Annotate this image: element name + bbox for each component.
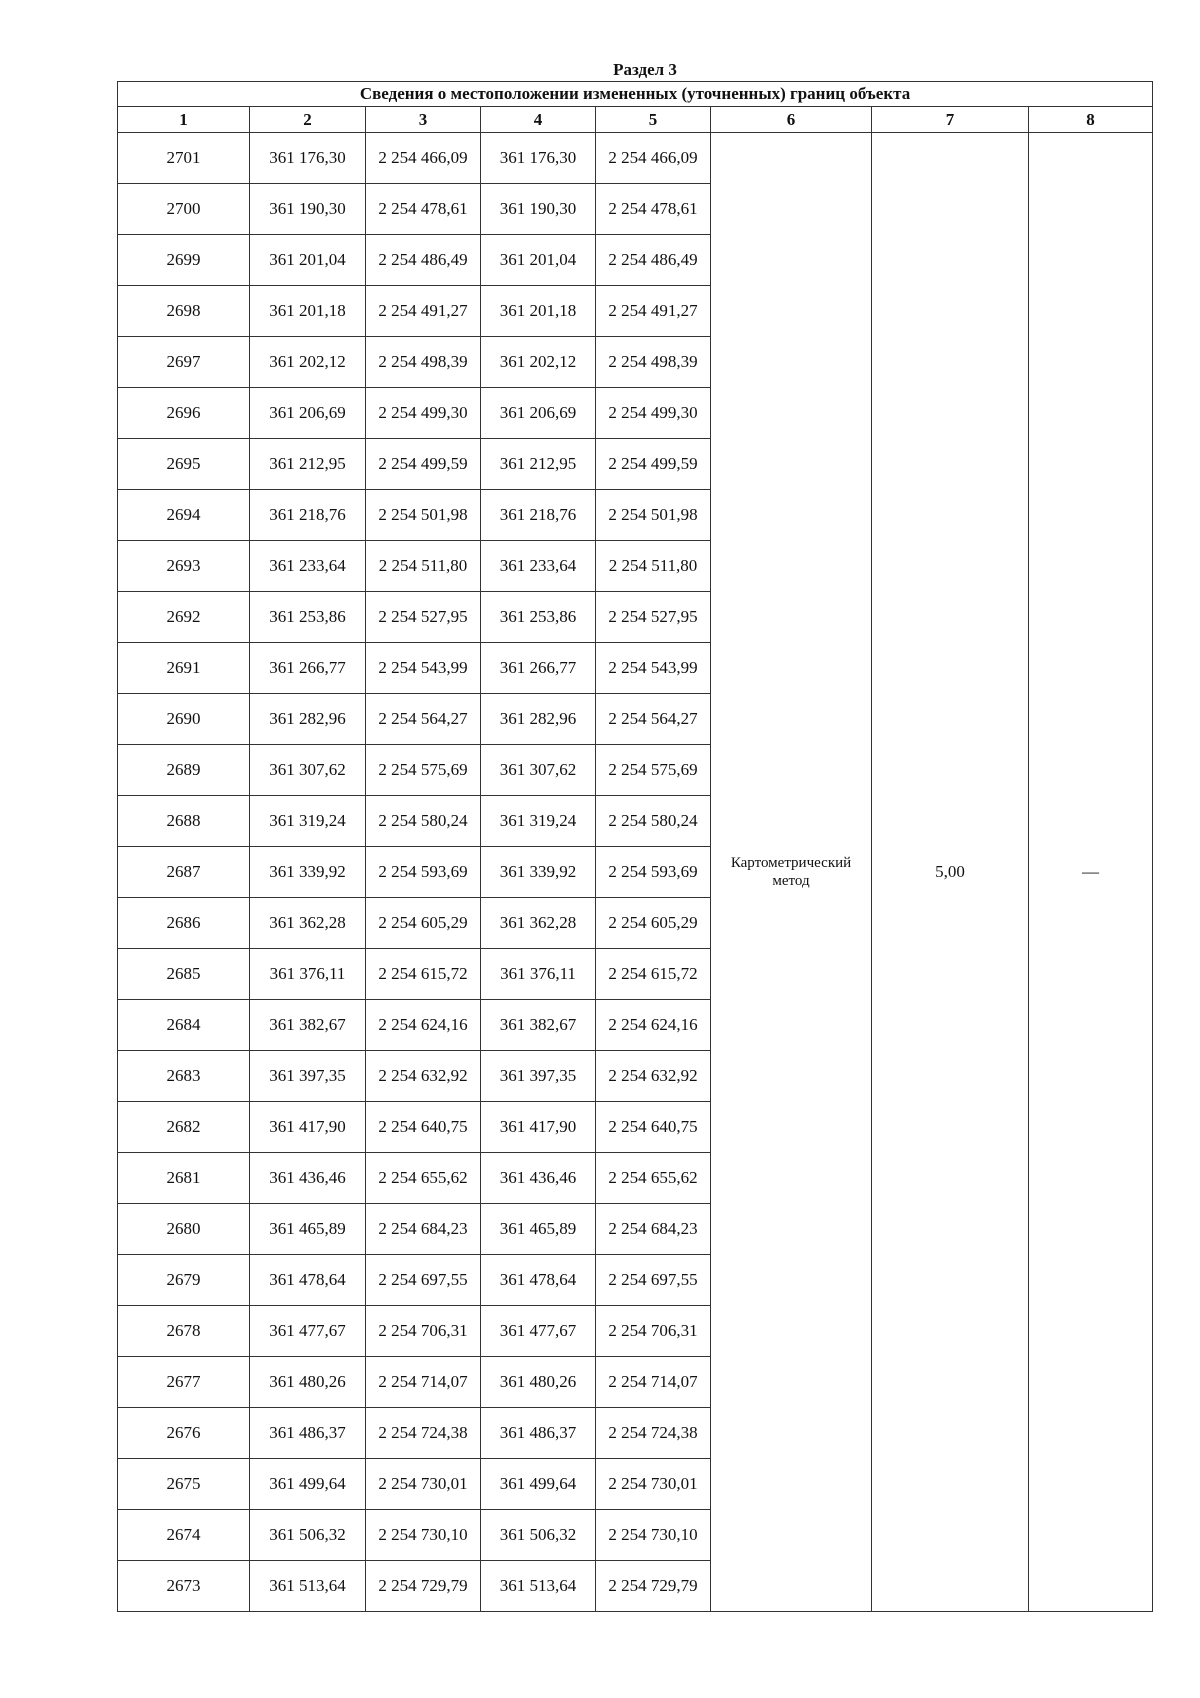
x-refined-cell: 361 233,64	[481, 541, 596, 592]
x-existing-cell: 361 176,30	[250, 133, 366, 184]
y-refined-cell: 2 254 640,75	[596, 1102, 711, 1153]
x-refined-cell: 361 506,32	[481, 1510, 596, 1561]
x-refined-cell: 361 478,64	[481, 1255, 596, 1306]
method-line-2: метод	[772, 873, 810, 889]
y-existing-cell: 2 254 593,69	[366, 847, 481, 898]
x-refined-cell: 361 201,04	[481, 235, 596, 286]
y-existing-cell: 2 254 543,99	[366, 643, 481, 694]
x-refined-cell: 361 202,12	[481, 337, 596, 388]
point-number-cell: 2689	[118, 745, 250, 796]
x-existing-cell: 361 513,64	[250, 1561, 366, 1612]
x-refined-cell: 361 176,30	[481, 133, 596, 184]
x-existing-cell: 361 339,92	[250, 847, 366, 898]
y-refined-cell: 2 254 593,69	[596, 847, 711, 898]
x-refined-cell: 361 190,30	[481, 184, 596, 235]
table-body	[118, 133, 1153, 1612]
y-refined-cell: 2 254 697,55	[596, 1255, 711, 1306]
x-refined-cell: 361 307,62	[481, 745, 596, 796]
point-number-cell: 2685	[118, 949, 250, 1000]
x-existing-cell: 361 233,64	[250, 541, 366, 592]
y-refined-cell: 2 254 543,99	[596, 643, 711, 694]
y-refined-cell: 2 254 491,27	[596, 286, 711, 337]
y-existing-cell: 2 254 580,24	[366, 796, 481, 847]
point-number-cell: 2690	[118, 694, 250, 745]
point-number-cell: 2698	[118, 286, 250, 337]
x-existing-cell: 361 465,89	[250, 1204, 366, 1255]
table-caption: Сведения о местоположении измененных (уточненных) границ объекта	[118, 82, 1153, 107]
boundary-table	[117, 81, 1153, 1612]
point-number-cell: 2680	[118, 1204, 250, 1255]
y-existing-cell: 2 254 466,09	[366, 133, 481, 184]
x-refined-cell: 361 201,18	[481, 286, 596, 337]
y-refined-cell: 2 254 730,01	[596, 1459, 711, 1510]
x-existing-cell: 361 478,64	[250, 1255, 366, 1306]
y-existing-cell: 2 254 499,59	[366, 439, 481, 490]
description-cell: —	[1029, 133, 1153, 1612]
y-existing-cell: 2 254 491,27	[366, 286, 481, 337]
y-refined-cell: 2 254 501,98	[596, 490, 711, 541]
y-refined-cell: 2 254 684,23	[596, 1204, 711, 1255]
x-existing-cell: 361 499,64	[250, 1459, 366, 1510]
x-refined-cell: 361 436,46	[481, 1153, 596, 1204]
accuracy-cell: 5,00	[872, 133, 1029, 1612]
y-refined-cell: 2 254 706,31	[596, 1306, 711, 1357]
x-existing-cell: 361 417,90	[250, 1102, 366, 1153]
x-existing-cell: 361 319,24	[250, 796, 366, 847]
y-refined-cell: 2 254 580,24	[596, 796, 711, 847]
y-refined-cell: 2 254 466,09	[596, 133, 711, 184]
y-refined-cell: 2 254 575,69	[596, 745, 711, 796]
point-number-cell: 2676	[118, 1408, 250, 1459]
y-existing-cell: 2 254 655,62	[366, 1153, 481, 1204]
x-existing-cell: 361 307,62	[250, 745, 366, 796]
x-existing-cell: 361 376,11	[250, 949, 366, 1000]
point-number-cell: 2679	[118, 1255, 250, 1306]
point-number-cell: 2675	[118, 1459, 250, 1510]
y-existing-cell: 2 254 684,23	[366, 1204, 481, 1255]
column-number: 5	[596, 107, 711, 133]
y-refined-cell: 2 254 605,29	[596, 898, 711, 949]
x-refined-cell: 361 339,92	[481, 847, 596, 898]
y-existing-cell: 2 254 697,55	[366, 1255, 481, 1306]
x-existing-cell: 361 253,86	[250, 592, 366, 643]
y-existing-cell: 2 254 499,30	[366, 388, 481, 439]
column-number-row	[118, 107, 1153, 133]
method-line-1: Картометрический	[730, 855, 852, 871]
y-existing-cell: 2 254 624,16	[366, 1000, 481, 1051]
y-refined-cell: 2 254 527,95	[596, 592, 711, 643]
x-refined-cell: 361 477,67	[481, 1306, 596, 1357]
point-number-cell: 2693	[118, 541, 250, 592]
y-existing-cell: 2 254 730,01	[366, 1459, 481, 1510]
x-refined-cell: 361 499,64	[481, 1459, 596, 1510]
y-existing-cell: 2 254 729,79	[366, 1561, 481, 1612]
x-refined-cell: 361 253,86	[481, 592, 596, 643]
x-refined-cell: 361 486,37	[481, 1408, 596, 1459]
y-existing-cell: 2 254 724,38	[366, 1408, 481, 1459]
y-existing-cell: 2 254 730,10	[366, 1510, 481, 1561]
y-refined-cell: 2 254 498,39	[596, 337, 711, 388]
point-number-cell: 2683	[118, 1051, 250, 1102]
column-number: 4	[481, 107, 596, 133]
x-refined-cell: 361 218,76	[481, 490, 596, 541]
x-refined-cell: 361 376,11	[481, 949, 596, 1000]
x-refined-cell: 361 266,77	[481, 643, 596, 694]
column-number: 1	[118, 107, 250, 133]
column-number: 6	[711, 107, 872, 133]
point-number-cell: 2681	[118, 1153, 250, 1204]
y-existing-cell: 2 254 640,75	[366, 1102, 481, 1153]
point-number-cell: 2699	[118, 235, 250, 286]
method-cell	[711, 133, 872, 1612]
y-refined-cell: 2 254 730,10	[596, 1510, 711, 1561]
y-refined-cell: 2 254 724,38	[596, 1408, 711, 1459]
point-number-cell: 2682	[118, 1102, 250, 1153]
x-existing-cell: 361 486,37	[250, 1408, 366, 1459]
x-existing-cell: 361 202,12	[250, 337, 366, 388]
y-refined-cell: 2 254 729,79	[596, 1561, 711, 1612]
point-number-cell: 2684	[118, 1000, 250, 1051]
y-refined-cell: 2 254 486,49	[596, 235, 711, 286]
y-existing-cell: 2 254 575,69	[366, 745, 481, 796]
x-existing-cell: 361 362,28	[250, 898, 366, 949]
y-refined-cell: 2 254 714,07	[596, 1357, 711, 1408]
y-refined-cell: 2 254 615,72	[596, 949, 711, 1000]
point-number-cell: 2696	[118, 388, 250, 439]
x-existing-cell: 361 506,32	[250, 1510, 366, 1561]
x-refined-cell: 361 513,64	[481, 1561, 596, 1612]
y-refined-cell: 2 254 632,92	[596, 1051, 711, 1102]
x-existing-cell: 361 218,76	[250, 490, 366, 541]
point-number-cell: 2695	[118, 439, 250, 490]
point-number-cell: 2673	[118, 1561, 250, 1612]
column-number: 8	[1029, 107, 1153, 133]
point-number-cell: 2686	[118, 898, 250, 949]
y-existing-cell: 2 254 501,98	[366, 490, 481, 541]
point-number-cell: 2688	[118, 796, 250, 847]
column-number: 7	[872, 107, 1029, 133]
column-number: 2	[250, 107, 366, 133]
x-existing-cell: 361 382,67	[250, 1000, 366, 1051]
y-refined-cell: 2 254 655,62	[596, 1153, 711, 1204]
y-existing-cell: 2 254 511,80	[366, 541, 481, 592]
point-number-cell: 2691	[118, 643, 250, 694]
x-refined-cell: 361 212,95	[481, 439, 596, 490]
x-existing-cell: 361 201,18	[250, 286, 366, 337]
y-existing-cell: 2 254 486,49	[366, 235, 481, 286]
x-refined-cell: 361 480,26	[481, 1357, 596, 1408]
x-refined-cell: 361 397,35	[481, 1051, 596, 1102]
x-existing-cell: 361 477,67	[250, 1306, 366, 1357]
y-existing-cell: 2 254 527,95	[366, 592, 481, 643]
y-existing-cell: 2 254 632,92	[366, 1051, 481, 1102]
y-refined-cell: 2 254 624,16	[596, 1000, 711, 1051]
x-existing-cell: 361 206,69	[250, 388, 366, 439]
point-number-cell: 2692	[118, 592, 250, 643]
point-number-cell: 2700	[118, 184, 250, 235]
y-refined-cell: 2 254 511,80	[596, 541, 711, 592]
y-refined-cell: 2 254 499,59	[596, 439, 711, 490]
point-number-cell: 2697	[118, 337, 250, 388]
x-refined-cell: 361 465,89	[481, 1204, 596, 1255]
x-existing-cell: 361 212,95	[250, 439, 366, 490]
x-refined-cell: 361 362,28	[481, 898, 596, 949]
y-existing-cell: 2 254 478,61	[366, 184, 481, 235]
x-existing-cell: 361 436,46	[250, 1153, 366, 1204]
x-existing-cell: 361 266,77	[250, 643, 366, 694]
x-refined-cell: 361 417,90	[481, 1102, 596, 1153]
x-existing-cell: 361 282,96	[250, 694, 366, 745]
y-existing-cell: 2 254 605,29	[366, 898, 481, 949]
y-existing-cell: 2 254 564,27	[366, 694, 481, 745]
x-existing-cell: 361 480,26	[250, 1357, 366, 1408]
point-number-cell: 2678	[118, 1306, 250, 1357]
method-text	[731, 854, 851, 890]
x-refined-cell: 361 282,96	[481, 694, 596, 745]
x-existing-cell: 361 397,35	[250, 1051, 366, 1102]
y-existing-cell: 2 254 706,31	[366, 1306, 481, 1357]
y-refined-cell: 2 254 564,27	[596, 694, 711, 745]
x-existing-cell: 361 190,30	[250, 184, 366, 235]
column-number: 3	[366, 107, 481, 133]
y-existing-cell: 2 254 498,39	[366, 337, 481, 388]
x-refined-cell: 361 319,24	[481, 796, 596, 847]
point-number-cell: 2677	[118, 1357, 250, 1408]
point-number-cell: 2694	[118, 490, 250, 541]
y-existing-cell: 2 254 714,07	[366, 1357, 481, 1408]
table-row	[118, 133, 1153, 184]
section-title: Раздел 3	[613, 60, 677, 79]
point-number-cell: 2687	[118, 847, 250, 898]
y-existing-cell: 2 254 615,72	[366, 949, 481, 1000]
point-number-cell: 2701	[118, 133, 250, 184]
y-refined-cell: 2 254 499,30	[596, 388, 711, 439]
point-number-cell: 2674	[118, 1510, 250, 1561]
x-refined-cell: 361 382,67	[481, 1000, 596, 1051]
x-existing-cell: 361 201,04	[250, 235, 366, 286]
x-refined-cell: 361 206,69	[481, 388, 596, 439]
y-refined-cell: 2 254 478,61	[596, 184, 711, 235]
